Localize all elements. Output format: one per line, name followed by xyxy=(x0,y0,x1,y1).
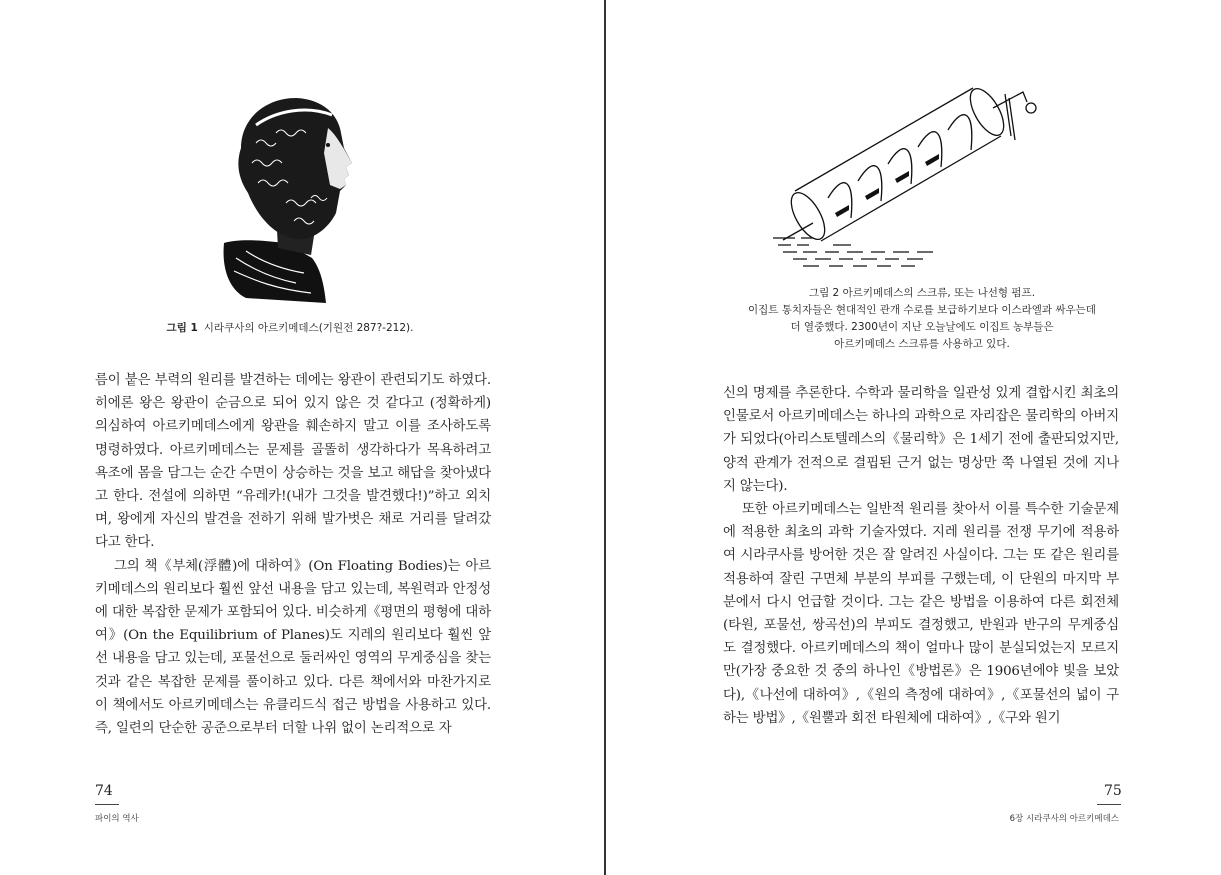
figure-1-caption-text: 시라쿠사의 아르키메데스(기원전 287?-212). xyxy=(203,322,414,334)
right-footer-rule xyxy=(1097,804,1121,805)
left-page xyxy=(0,0,606,875)
figure-2-caption-line-2: 이집트 통치자들은 현대적인 관개 수로를 보급하기보다 이스라엘과 싸우는데 xyxy=(748,304,1096,316)
left-running-head: 파이의 역사 xyxy=(95,814,139,824)
right-paragraph-2: 또한 아르키메데스는 일반적 원리를 찾아서 이를 특수한 기술문제에 적용한 최초의 과학 기술자였다. 지레 원리를 전쟁 무기에 적용하여 시라쿠사를 방어한 것은 잘 알려진 사실이다. 그는 또 같은 원리를 적용하여 잘린 구면체 부분의 부피를 구했는데, 이 단원의 마지막 부분에서 다시 언급할 것이다. 그는 같은 방법을 이용하여 다른 회전체(타원, 포물선, 쌍곡선)의 부피도 결정했고, 반원과 반구의 무게중심도 결정했다. 아르키메데스의 책이 얼마나 많이 분실되었는지 모르지만(가장 중요한 것 중의 하나인《방법론》은 1906년에야 빛을 보았다),《나선에 대하여》,《원의 측정에 대하여》,《포물선의 넓이 구하는 방법》,《원뿔과 회전 타원체에 대하여》,《구와 원기 xyxy=(723,502,1119,726)
archimedes-screw-illustration xyxy=(773,78,1053,270)
left-paragraph-2: 그의 책《부체(浮體)에 대하여》(On Floating Bodies)는 아르키메데스의 원리보다 훨씬 앞선 내용을 담고 있는데, 복원력과 안정성에 대한 복잡한 문제가 포함되어 있다. 비슷하게《평면의 평형에 대하여》(On the Equilibrium of Planes)도 지레의 원리보다 훨씬 앞선 내용을 담고 있는데, 포물선으로 둘러싸인 영역의 무게중심을 찾는 것과 같은 복잡한 문제를 풀이하고 있다. 다른 책에서와 마찬가지로 이 책에서도 아르키메데스는 유클리드식 접근 방법을 사용하고 있다. 즉, 일련의 단순한 공준으로부터 더할 나위 없이 논리적으로 자 xyxy=(95,558,491,737)
right-running-head: 6장 시라쿠사의 아르키메데스 xyxy=(1009,814,1119,824)
right-body-text xyxy=(723,382,1119,730)
left-page-number: 74 xyxy=(95,783,113,799)
figure-1-number: 그림 1 xyxy=(166,322,198,334)
figure-2-caption-line-4: 아르키메데스 스크류를 사용하고 있다. xyxy=(834,338,1010,350)
left-body-text xyxy=(95,369,491,740)
book-spine-divider xyxy=(604,0,606,875)
figure-2-caption xyxy=(712,285,1132,353)
figure-2-caption-line-3: 더 열중했다. 2300년이 지난 오늘날에도 이집트 농부들은 xyxy=(790,321,1054,333)
right-page-number: 75 xyxy=(1104,783,1122,799)
left-footer-rule xyxy=(95,804,119,805)
left-paragraph-1: 름이 붙은 부력의 원리를 발견하는 데에는 왕관이 관련되기도 하였다. 히에론 왕은 왕관이 순금으로 되어 있지 않은 것 같다고 (정확하게) 의심하여 아르키메데스에게 왕관을 훼손하지 말고 이를 조사하도록 명령하였다. 아르키메데스는 문제를 골똘히 생각하다가 목욕하려고 욕조에 몸을 담그는 순간 수면이 상승하는 것을 보고 해답을 찾아냈다고 한다. 전설에 의하면 “유레카!(내가 그것을 발견했다!)”하고 외치며, 왕에게 자신의 발견을 전하기 위해 발가벗은 채로 거리를 달려갔다고 한다. xyxy=(95,373,491,551)
right-page xyxy=(607,0,1221,875)
archimedes-bust-illustration xyxy=(216,93,366,305)
figure-2-caption-line-1: 그림 2 아르키메데스의 스크류, 또는 나선형 펌프. xyxy=(808,287,1036,299)
right-paragraph-1: 신의 명제를 추론한다. 수학과 물리학을 일관성 있게 결합시킨 최초의 인물로서 아르키메데스는 하나의 과학으로 자리잡은 물리학의 아버지가 되었다(아리스토텔레스의《물리학》은 1세기 전에 출판되었지만, 양적 관계가 전적으로 결핍된 근거 없는 명상만 쭉 나열된 것에 지나지 않는다). xyxy=(723,386,1119,494)
figure-1-caption xyxy=(110,320,470,337)
